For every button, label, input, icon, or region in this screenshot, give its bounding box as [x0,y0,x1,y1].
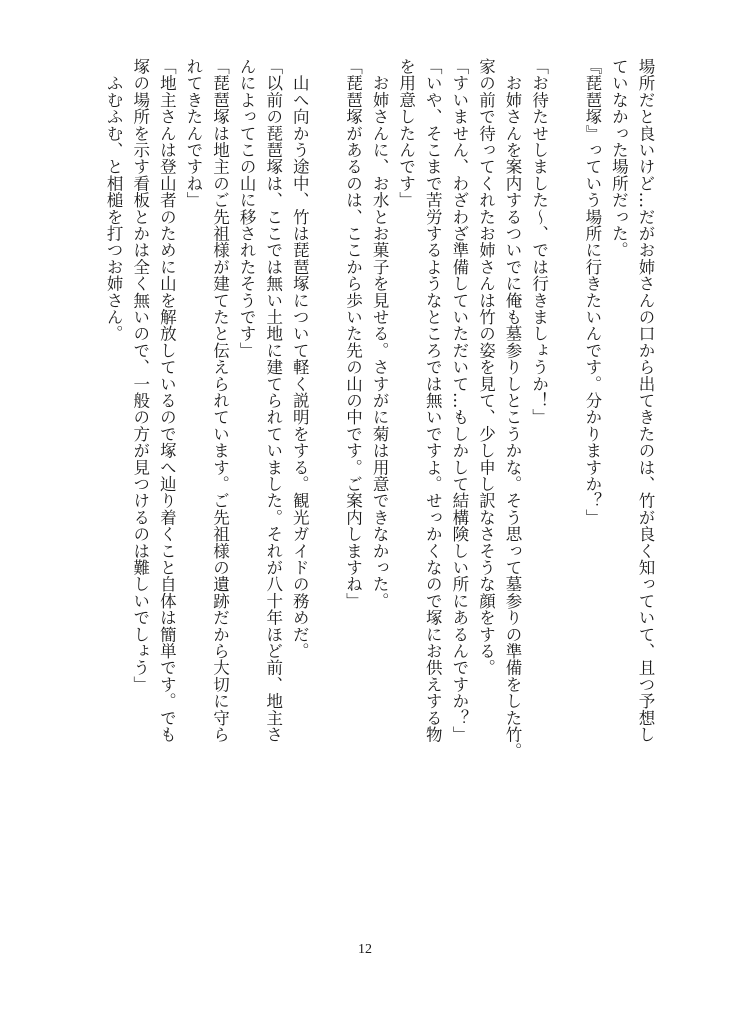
text-line: 場所だと良いけど…だがお姉さんの口から出てきたのは、竹が良く知っていて、且つ予想し [636,58,655,743]
text-line: 「以前の琵琶塚は、ここでは無い土地に建てられていました。それが八十年ほど前、地主さ [263,58,283,743]
text-line: を用意したんです」 [396,58,416,209]
text-line: 「お待たせしました〜、では行きましょうか！」 [529,58,549,426]
text-line: んによってこの山に移されたそうです」 [237,58,257,359]
text-line: 山へ向かう途中、竹は琵琶塚について軽く説明をする。観光ガイドの務めだ。 [290,58,310,660]
text-line: 家の前で待ってくれたお姉さんは竹の姿を見て、少し申し訳なさそうな顔をする。 [476,58,496,676]
text-line: 「いや、そこまで苦労するようなところでは無いですよ。せっかくなので塚にお供えする物 [423,58,443,743]
text-line: ていなかった場所だった。 [609,58,629,259]
text-line: 「すいません、わざわざ準備していただいて…もしかして結構険しい所にあるんですか？」 [449,58,469,743]
text-line: お姉さんに、お水とお菓子を見せる。さすがに菊は用意できなかった。 [370,58,390,610]
page-number: 12 [358,942,372,957]
text-line: 「琵琶塚があるのは、ここから歩いた先の山の中です。ご案内しますね」 [343,58,363,610]
blank-line [552,58,579,938]
blank-line [312,58,339,938]
text-line: 「地主さんは登山者のために山を解放しているので塚へ辿り着くこと自体は簡単です。でも [157,58,177,743]
vertical-text-body [68,58,658,938]
text-line: ふむふむ、と相槌を打つお姉さん。 [104,58,124,342]
text-line: 塚の場所を示す看板とかは全く無いので、一般の方が見つけるのは難しいでしょう」 [130,58,150,693]
text-line: お姉さんを案内するついでに俺も墓参りしとこうかな。そう思って墓参りの準備をした竹。 [503,58,523,760]
text-line: 『琵琶塚』っていう場所に行きたいんです。分かりますか？」 [582,58,602,526]
text-line: 「琵琶塚は地主のご先祖様が建てたと伝えられています。ご先祖様の遺跡だから大切に守ら [210,58,230,743]
text-line: れてきたんですね」 [183,58,203,209]
